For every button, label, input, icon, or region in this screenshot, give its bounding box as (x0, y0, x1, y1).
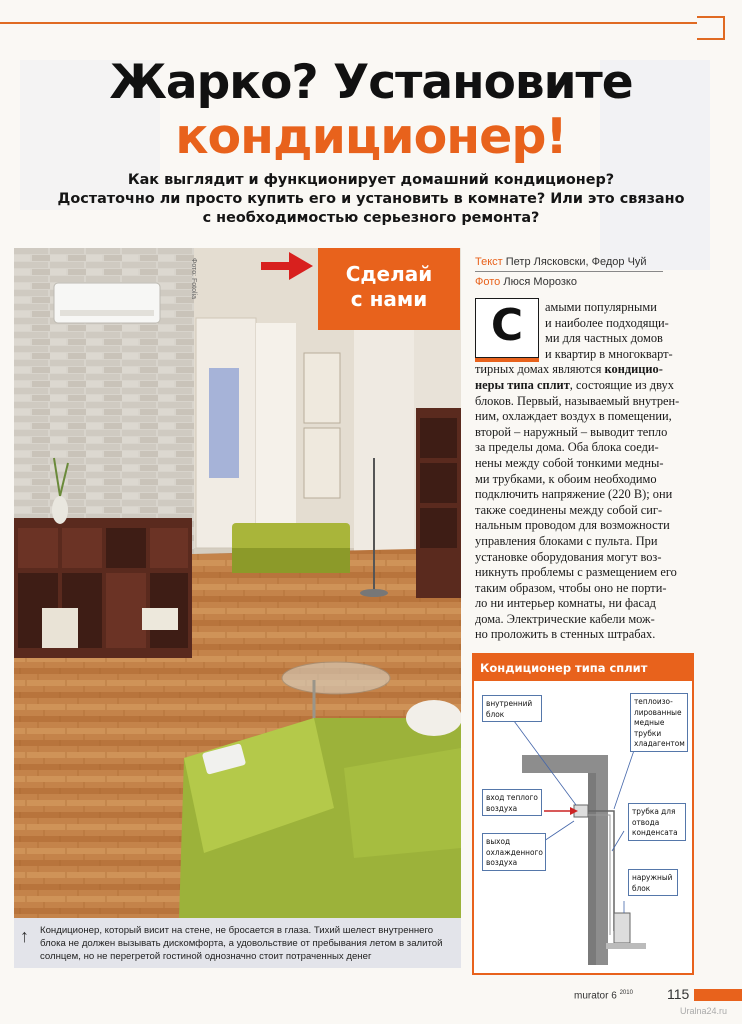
caption-text: Кондиционер, который висит на стене, не бросается в глаза. Тихий шелест внутреннего блока не должен вызывать дискомфорта, а удовольствие от пребывания летом в залитой солнцем, но не перегретой гостиной однозначно стоит потраченных денег (40, 925, 443, 962)
red-arrow-icon (257, 250, 317, 282)
page-number: 115 (667, 986, 690, 1002)
text-credit-authors: Петр Лясковски, Федор Чуй (505, 256, 647, 268)
article-line: и квартир в многокварт- (545, 346, 673, 361)
corner-mark (697, 16, 725, 40)
article-line: ло ни интерьер комнаты, ни фасад (475, 596, 656, 611)
article-line: но проложить в стенных штрабах. (475, 627, 656, 642)
headline-line1: Жарко? Установите (109, 55, 633, 110)
top-rule (0, 22, 700, 24)
article-line: дома. Электрические кабели мож- (475, 611, 655, 626)
article-line: и наиболее подходящи- (545, 315, 669, 330)
badge-line2: с нами (350, 287, 428, 311)
photo-credit (475, 276, 577, 288)
article-line: блоков. Первый, называемый внутрен- (475, 393, 680, 408)
text-credit-label: Текст (475, 256, 503, 268)
label-indoor-unit: внутренний блок (482, 695, 542, 722)
credit-divider (475, 271, 663, 272)
article-line: управления блоками с пульта. При (475, 533, 658, 548)
article-body (475, 300, 691, 643)
text-credit (475, 256, 647, 268)
split-ac-diagram (472, 653, 694, 975)
living-room-illustration (14, 248, 461, 918)
article-line: таким образом, чтобы оно не порти- (475, 580, 667, 595)
label-insulated-pipes: теплоизо-лированные медные трубки хладагентом (630, 693, 688, 752)
label-warm-air-in: вход теплого воздуха (482, 789, 542, 816)
photo-credit-label: Фото (475, 276, 501, 288)
article-line: за пределы дома. Оба блока соеди- (475, 440, 659, 455)
photo-caption (14, 918, 461, 968)
article-line: нальным проводом для возможности (475, 518, 670, 533)
photo-credit-author: Люся Морозко (503, 276, 577, 288)
label-cool-air-out: выход охлажденного воздуха (482, 833, 546, 871)
diagram-title: Кондиционер типа сплит (474, 655, 692, 681)
article-line-bold-end: неры типа сплит, состоящие из двух (475, 377, 674, 392)
article-line-bold-start (475, 362, 691, 378)
badge-line1: Сделай (345, 262, 433, 286)
magazine-name (574, 990, 633, 1001)
drop-cap: С (475, 298, 539, 358)
watermark: Uralna24.ru (680, 1006, 728, 1016)
article-line: подключить напряжение (220 В); они (475, 487, 673, 502)
article-line: амыми популярными (545, 300, 657, 314)
lead-paragraph (40, 171, 702, 228)
article-line-text: тирных домах являются (475, 362, 605, 377)
article-bold-term: кондицио- (604, 362, 663, 377)
article-line: установке оборудования могут воз- (475, 549, 662, 564)
headline-line2: кондиционер! (175, 108, 567, 165)
label-condensate-drain: трубка для отвода конденсата (628, 803, 686, 841)
lead-line3: с необходимостью серьезного ремонта? (202, 210, 540, 226)
magazine-title: murator 6 (574, 990, 617, 1002)
living-room-photo (14, 248, 461, 918)
lead-line1: Как выглядит и функционирует домашний кондиционер? (127, 172, 615, 188)
article-line: также соединены между собой сиг- (475, 502, 663, 517)
label-outdoor-unit: наружный блок (628, 869, 678, 896)
article-line: нены между собой тонкими медны- (475, 455, 664, 470)
footer-accent-bar (694, 989, 742, 1001)
article-line: второй – наружный – выводит тепло (475, 424, 668, 439)
photo-credit-vertical: Фото: Fotolia (190, 258, 197, 299)
up-arrow-icon: ↑ (20, 926, 29, 946)
do-with-us-badge (318, 248, 460, 330)
article-line: ним, охлаждает воздух в помещении, (475, 409, 672, 424)
magazine-year: 2010 (619, 990, 633, 996)
article-line: ми для частных домов (545, 331, 663, 346)
article-line: ми трубками, к обоим необходимо (475, 471, 657, 486)
lead-line2: Достаточно ли просто купить его и установить в комнате? Или это связано (57, 191, 685, 207)
article-line: никнуть проблемы с размещением его (475, 565, 677, 580)
